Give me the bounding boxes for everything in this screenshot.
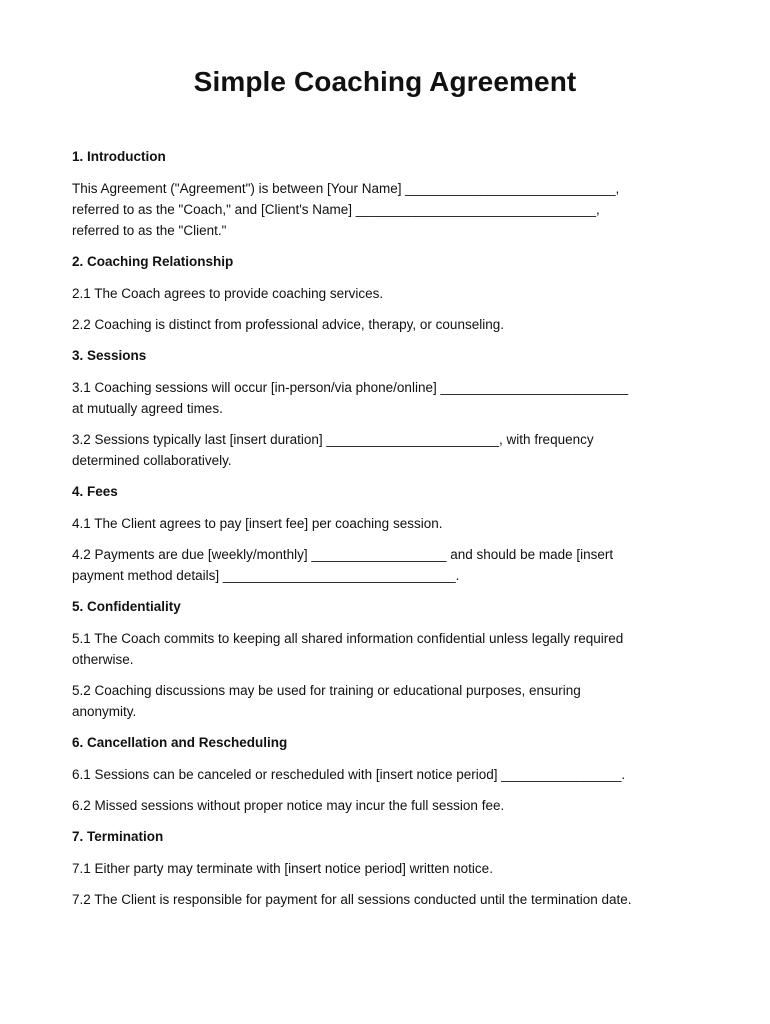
text-line: 6.1 Sessions can be canceled or rescheduled with [insert notice period] ________________. bbox=[72, 767, 626, 782]
section-heading: 3. Sessions bbox=[72, 348, 147, 363]
paragraph bbox=[72, 889, 712, 910]
text-line: 2.2 Coaching is distinct from professional advice, therapy, or counseling. bbox=[72, 317, 504, 332]
section-fees bbox=[72, 481, 712, 586]
text-line: 5.1 The Coach commits to keeping all shared information confidential unless legally required bbox=[72, 631, 624, 646]
text-line: 5.2 Coaching discussions may be used for training or educational purposes, ensuring bbox=[72, 683, 581, 698]
paragraph bbox=[72, 178, 712, 241]
text-line: This Agreement ("Agreement") is between [Your Name] ____________________________, bbox=[72, 181, 620, 196]
text-line: 7.1 Either party may terminate with [insert notice period] written notice. bbox=[72, 861, 493, 876]
paragraph bbox=[72, 544, 712, 586]
text-line: referred to as the "Client." bbox=[72, 223, 227, 238]
text-line: 6.2 Missed sessions without proper notice may incur the full session fee. bbox=[72, 798, 505, 813]
text-line: at mutually agreed times. bbox=[72, 401, 223, 416]
section-introduction bbox=[72, 146, 712, 241]
paragraph bbox=[72, 283, 712, 304]
text-line: determined collaboratively. bbox=[72, 453, 232, 468]
text-line: referred to as the "Coach," and [Client's Name] ________________________________, bbox=[72, 202, 600, 217]
section-heading: 5. Confidentiality bbox=[72, 599, 181, 614]
section-heading: 2. Coaching Relationship bbox=[72, 254, 234, 269]
text-line: 4.1 The Client agrees to pay [insert fee] per coaching session. bbox=[72, 516, 443, 531]
paragraph bbox=[72, 764, 712, 785]
paragraph bbox=[72, 429, 712, 471]
section-confidentiality bbox=[72, 596, 712, 722]
text-line: anonymity. bbox=[72, 704, 137, 719]
text-line: 7.2 The Client is responsible for payment for all sessions conducted until the termination date. bbox=[72, 892, 632, 907]
text-line: 2.1 The Coach agrees to provide coaching services. bbox=[72, 286, 384, 301]
section-cancellation bbox=[72, 732, 712, 816]
paragraph bbox=[72, 513, 712, 534]
document-title: Simple Coaching Agreement bbox=[193, 66, 577, 97]
paragraph bbox=[72, 680, 712, 722]
section-heading: 7. Termination bbox=[72, 829, 164, 844]
paragraph bbox=[72, 377, 712, 419]
text-line: 3.1 Coaching sessions will occur [in-person/via phone/online] _________________________ bbox=[72, 380, 629, 395]
paragraph bbox=[72, 795, 712, 816]
document-body bbox=[72, 146, 712, 920]
section-coaching-relationship bbox=[72, 251, 712, 335]
section-heading: 1. Introduction bbox=[72, 149, 166, 164]
section-sessions bbox=[72, 345, 712, 471]
text-line: 4.2 Payments are due [weekly/monthly] __________________ and should be made [insert bbox=[72, 547, 614, 562]
paragraph bbox=[72, 628, 712, 670]
text-line: payment method details] _______________________________. bbox=[72, 568, 460, 583]
section-termination bbox=[72, 826, 712, 910]
section-heading: 4. Fees bbox=[72, 484, 118, 499]
paragraph bbox=[72, 858, 712, 879]
text-line: otherwise. bbox=[72, 652, 134, 667]
text-line: 3.2 Sessions typically last [insert duration] _______________________, with frequency bbox=[72, 432, 594, 447]
section-heading: 6. Cancellation and Rescheduling bbox=[72, 735, 288, 750]
paragraph bbox=[72, 314, 712, 335]
